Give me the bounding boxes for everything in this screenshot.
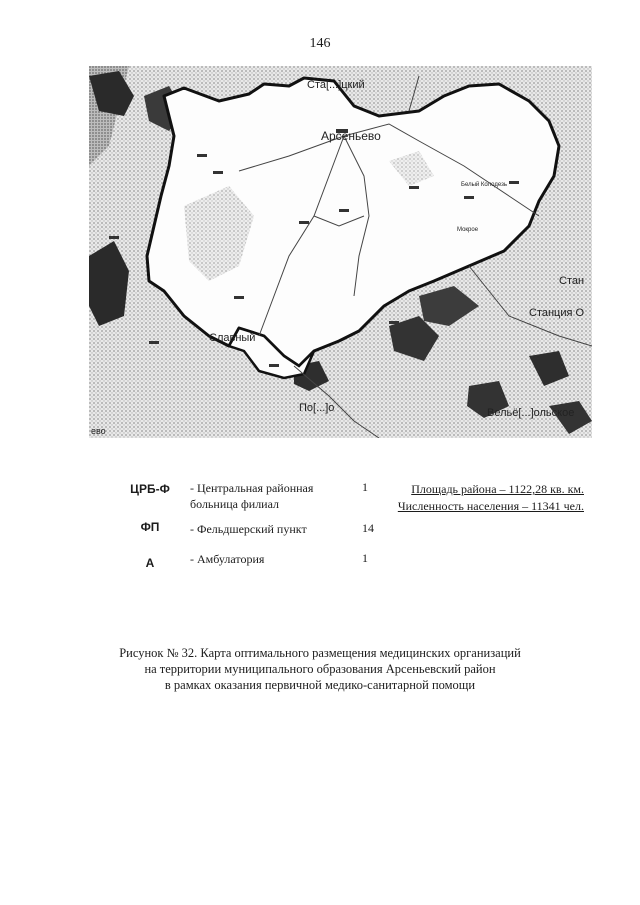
place-label: Славный <box>209 332 256 344</box>
legend-code-crb: ЦРБ-Ф <box>130 482 170 496</box>
legend-desc-line: - Фельдшерский пункт <box>190 522 307 536</box>
legend-count-fp: 14 <box>362 521 374 535</box>
legend-count-a: 1 <box>362 551 368 565</box>
caption-line: в рамках оказания первичной медико-санитарной помощи <box>164 678 476 692</box>
district-population <box>398 499 584 514</box>
legend-desc-fp <box>190 521 307 537</box>
legend-desc-a <box>190 551 264 567</box>
legend-code-a: А <box>145 556 155 570</box>
place-label: ево <box>91 426 106 436</box>
legend-desc-line: - Амбулатория <box>190 552 265 566</box>
legend-desc-line: больница филиал <box>190 497 280 511</box>
map-canvas <box>89 66 592 438</box>
place-label: Вельё[...]ольское <box>487 407 575 419</box>
place-label: Белый Колодезь <box>461 182 507 188</box>
place-label: Станция О <box>529 307 585 319</box>
district-population-text: Численность населения – 11341 чел. <box>397 499 584 513</box>
place-label: Стан <box>559 275 585 287</box>
district-area <box>411 482 584 497</box>
district-area-text: Площадь района – 1122,28 кв. км. <box>411 482 584 496</box>
caption-line: Рисунок № 32. Карта оптимального размещения медицинских организаций <box>119 646 521 660</box>
legend-desc-crb <box>190 480 313 512</box>
place-label: По[...]о <box>299 402 335 414</box>
legend-code-fp: ФП <box>140 520 160 534</box>
place-label: Мокрое <box>457 227 479 233</box>
caption-line: на территории муниципального образования Арсеньевский район <box>144 662 496 676</box>
place-label: Арсеньево <box>321 129 381 143</box>
district-map <box>89 66 592 438</box>
legend-desc-line: - Центральная районная <box>190 481 314 495</box>
page-number: 146 <box>309 36 331 51</box>
legend-count-crb: 1 <box>362 480 368 494</box>
place-label: Ста[...]цкий <box>307 79 365 91</box>
figure-caption <box>0 645 640 693</box>
